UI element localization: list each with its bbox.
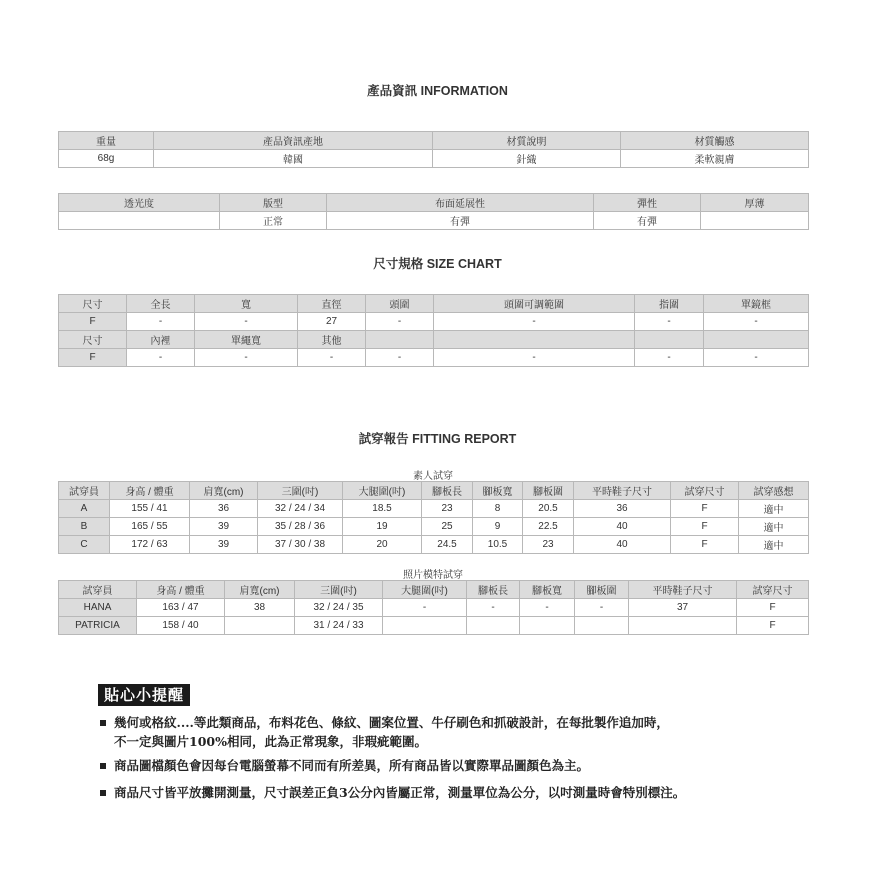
foot-length [467,617,520,635]
tester-name: C [59,536,110,554]
shoulder: 36 [190,500,258,518]
value-translucency [59,212,220,230]
shoe-size [629,617,737,635]
table-row [59,500,809,518]
head-circumference-value: - [366,313,434,331]
size-value-2: F [59,349,127,367]
length-header: 全長 [127,295,195,313]
value-5: - [366,349,434,367]
value-material: 針織 [433,150,621,168]
height-weight: 155 / 41 [110,500,190,518]
fitting-size: F [671,500,739,518]
value-weight: 68g [59,150,154,168]
empty-header-5 [366,331,434,349]
table-row [59,536,809,554]
fitting-size: F [671,518,739,536]
thigh: - [383,599,467,617]
foot-length: 25 [422,518,473,536]
impression: 適中 [739,518,809,536]
col-foot-length: 腳板長 [467,581,520,599]
empty-header-7 [635,331,704,349]
fitting-size: F [671,536,739,554]
value-6: - [434,349,635,367]
square-bullet-icon [100,720,106,726]
height-weight: 172 / 63 [110,536,190,554]
information-title: 產品資訊 INFORMATION [367,84,508,98]
value-8: - [704,349,809,367]
value-elasticity: 有彈 [594,212,701,230]
square-bullet-icon [100,763,106,769]
other-header: 其他 [298,331,366,349]
finger-circumference-value: - [635,313,704,331]
tip-text-1-line-2: 不一定與圖片100%相同，此為正常現象，非瑕疵範圍。 [114,734,427,749]
tip-text-1-line-1: 幾何或格紋....等此類商品，布料花色、條紋、圖案位置、牛仔刷色和抓破設計，在每批製作追加時， [114,715,669,730]
other-value: - [298,349,366,367]
value-texture: 柔軟親膚 [621,150,809,168]
value-origin: 韓國 [154,150,433,168]
header-texture: 材質觸感 [621,132,809,150]
header-thickness: 厚薄 [701,194,809,212]
tip-item-3 [100,783,685,802]
shoulder: 38 [225,599,295,617]
col-foot-width: 腳板寬 [520,581,575,599]
foot-length: - [467,599,520,617]
thigh: 19 [343,518,422,536]
diameter-value: 27 [298,313,366,331]
fitting-size: F [737,599,809,617]
model-fitting-caption: 照片模特試穿 [403,570,463,581]
col-foot-girth: 腳板圍 [575,581,629,599]
fitting-size: F [737,617,809,635]
single-strap-width-header: 單繩寬 [195,331,298,349]
empty-header-6 [434,331,635,349]
col-foot-width: 腳板寬 [473,482,523,500]
shoe-size: 36 [574,500,671,518]
head-adjust-range-header: 頭圍可調範圍 [434,295,635,313]
col-tester: 試穿員 [59,581,137,599]
col-tester: 試穿員 [59,482,110,500]
width-header: 寬 [195,295,298,313]
finger-circumference-header: 指圍 [635,295,704,313]
tip-item-2 [100,756,589,775]
header-weight: 重量 [59,132,154,150]
size-chart-table [58,294,809,367]
height-weight: 158 / 40 [137,617,225,635]
tester-name: HANA [59,599,137,617]
shoe-size: 40 [574,536,671,554]
col-measurements: 三圍(吋) [258,482,343,500]
table-row [59,617,809,635]
col-foot-length: 腳板長 [422,482,473,500]
amateur-header-row [59,482,809,500]
thigh: 20 [343,536,422,554]
single-lens-frame-value: - [704,313,809,331]
tip-text-3: 商品尺寸皆平放攤開測量，尺寸誤差正負3公分內皆屬正常，測量單位為公分，以吋測量時會特別標注。 [114,785,686,800]
value-fit: 正常 [220,212,327,230]
width-value: - [195,313,298,331]
tip-item-1 [100,713,669,751]
amateur-fitting-caption: 素人試穿 [413,471,453,482]
foot-length: 23 [422,500,473,518]
col-foot-girth: 腳板圍 [523,482,574,500]
col-height-weight: 身高 / 體重 [137,581,225,599]
header-material: 材質說明 [433,132,621,150]
shoulder: 39 [190,536,258,554]
lining-value: - [127,349,195,367]
shoulder: 39 [190,518,258,536]
measurements: 32 / 24 / 34 [258,500,343,518]
col-shoulder: 肩寬(cm) [190,482,258,500]
col-fitting-size: 試穿尺寸 [737,581,809,599]
table-row [59,518,809,536]
amateur-fitting-table [58,481,809,554]
information-table-2 [58,193,809,230]
model-header-row [59,581,809,599]
foot-width: 9 [473,518,523,536]
foot-length: 24.5 [422,536,473,554]
information-table-1 [58,131,809,168]
fitting-report-title: 試穿報告 FITTING REPORT [358,432,517,446]
measurements: 31 / 24 / 33 [295,617,383,635]
head-circumference-header: 頭圍 [366,295,434,313]
col-measurements: 三圍(吋) [295,581,383,599]
foot-width: - [520,599,575,617]
col-thigh: 大腿圍(吋) [383,581,467,599]
model-fitting-table [58,580,809,635]
header-stretch: 布面延展性 [327,194,594,212]
tester-name: PATRICIA [59,617,137,635]
foot-width: 8 [473,500,523,518]
value-thickness [701,212,809,230]
thigh: 18.5 [343,500,422,518]
foot-girth: 23 [523,536,574,554]
header-fit: 版型 [220,194,327,212]
col-shoe-size: 平時鞋子尺寸 [629,581,737,599]
size-header: 尺寸 [59,295,127,313]
impression: 適中 [739,500,809,518]
impression: 適中 [739,536,809,554]
single-strap-width-value: - [195,349,298,367]
shoe-size: 40 [574,518,671,536]
col-height-weight: 身高 / 體重 [110,482,190,500]
measurements: 32 / 24 / 35 [295,599,383,617]
measurements: 35 / 28 / 36 [258,518,343,536]
col-thigh: 大腿圍(吋) [343,482,422,500]
header-elasticity: 彈性 [594,194,701,212]
value-7: - [635,349,704,367]
tester-name: A [59,500,110,518]
foot-width: 10.5 [473,536,523,554]
diameter-header: 直徑 [298,295,366,313]
foot-girth [575,617,629,635]
header-origin: 產品資訊產地 [154,132,433,150]
foot-girth: 22.5 [523,518,574,536]
height-weight: 165 / 55 [110,518,190,536]
table-row [59,599,809,617]
length-value: - [127,313,195,331]
size-value: F [59,313,127,331]
tester-name: B [59,518,110,536]
thigh [383,617,467,635]
square-bullet-icon [100,790,106,796]
height-weight: 163 / 47 [137,599,225,617]
shoulder [225,617,295,635]
col-fitting-size: 試穿尺寸 [671,482,739,500]
foot-girth: - [575,599,629,617]
foot-width [520,617,575,635]
tips-title: 貼心小提醒 [98,684,190,706]
shoe-size: 37 [629,599,737,617]
size-chart-title: 尺寸規格 SIZE CHART [373,257,502,271]
tip-text-2: 商品圖檔顏色會因每台電腦螢幕不同而有所差異，所有商品皆以實際單品圖顏色為主。 [114,758,590,773]
col-shoulder: 肩寬(cm) [225,581,295,599]
col-shoe-size: 平時鞋子尺寸 [574,482,671,500]
size-header-2: 尺寸 [59,331,127,349]
head-adjust-range-value: - [434,313,635,331]
col-impression: 試穿感想 [739,482,809,500]
foot-girth: 20.5 [523,500,574,518]
header-translucency: 透光度 [59,194,220,212]
empty-header-8 [704,331,809,349]
lining-header: 內裡 [127,331,195,349]
measurements: 37 / 30 / 38 [258,536,343,554]
value-stretch: 有彈 [327,212,594,230]
single-lens-frame-header: 單鏡框 [704,295,809,313]
